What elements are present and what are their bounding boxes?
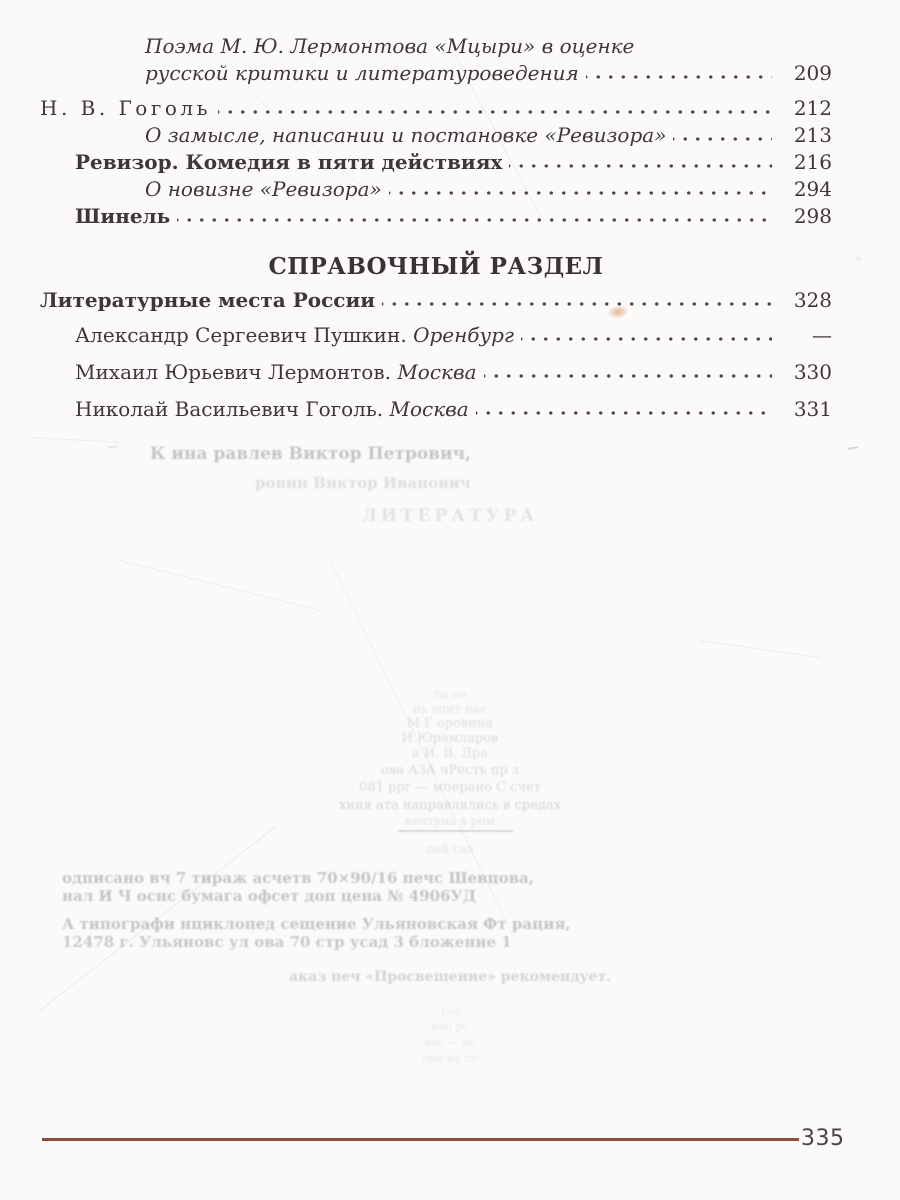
dot-leader (476, 405, 772, 419)
showthrough-text-line: нь опит нае (412, 702, 488, 716)
toc-page-number: — (812, 323, 832, 347)
toc-page-number: 328 (793, 288, 832, 312)
toc-entry-title (75, 396, 469, 423)
dot-leader (484, 368, 772, 382)
dot-leader (673, 131, 772, 145)
toc-entry-text: Александр Сергеевич Пушкин. (75, 323, 414, 347)
toc-page-number: 212 (793, 96, 832, 120)
toc-page-number: 294 (793, 177, 832, 201)
showthrough-text-line: И Юрамларов (401, 731, 499, 746)
toc-entry-text: Н. В. Гоголь (40, 96, 211, 120)
toc-entry-title (40, 287, 375, 314)
toc-entry-text: Литературные места России (40, 288, 376, 312)
table-of-contents (40, 0, 832, 423)
toc-page-number: 213 (793, 123, 832, 147)
toc-entry (40, 95, 832, 122)
showthrough-text-line: тел (440, 1005, 460, 1018)
dust-speck (108, 446, 117, 448)
toc-entry-text: Ревизор. Комедия в пяти действиях (75, 150, 503, 174)
toc-entry-title (75, 322, 514, 349)
toc-main-section (40, 33, 832, 230)
toc-page-number: 330 (793, 360, 832, 384)
toc-entry-title (75, 359, 477, 386)
dot-leader (177, 212, 772, 226)
dot-leader (382, 296, 772, 310)
toc-entry-text: Москва (389, 397, 469, 421)
toc-reference-section (40, 287, 832, 423)
toc-entry-title (145, 33, 634, 60)
showthrough-text-line: хиня ата направлялись в средах (339, 798, 561, 813)
toc-entry-text: О новизне «Ревизора» (145, 177, 382, 201)
page-number: 335 (801, 1126, 845, 1151)
showthrough-text-line: колтуна в ром (405, 814, 495, 828)
crease-line (120, 560, 324, 612)
toc-entry-text: Оренбург (413, 323, 514, 347)
showthrough-text-line: одписано вч 7 тираж асчетв 70×90/16 печс Шевцова, (62, 869, 534, 887)
toc-page-number: 216 (793, 150, 832, 174)
page-edge-shadow (0, 0, 24, 1200)
crease-line (30, 437, 120, 443)
toc-entry-text: Поэма М. Ю. Лермонтова «Мцыри» в оценке (145, 34, 635, 58)
showthrough-text-line: а И. В. Дра (412, 746, 488, 761)
toc-entry (40, 122, 832, 149)
toc-page-number: 298 (793, 204, 832, 228)
showthrough-text-line: 12478 г. Ульяновс ул ова 70 стр усад 3 бложение 1 (62, 933, 512, 951)
showthrough-text-line: нал И Ч оснс бумага офсет доп цена № 4906УД (62, 887, 477, 905)
toc-entry-title (145, 122, 666, 149)
toc-entry-title (75, 149, 502, 176)
dust-speck (856, 256, 861, 261)
showthrough-text-line: ова АЗА чРесть пр з (381, 763, 519, 778)
toc-entry (40, 396, 832, 423)
dust-speck (848, 446, 858, 450)
crease-line (700, 640, 819, 658)
showthrough-text-line: ты не (433, 688, 467, 701)
toc-entry-text: Шинель (75, 204, 171, 228)
dot-leader (389, 185, 772, 199)
showthrough-text-line: К ина равлев Виктор Петрович, (150, 444, 471, 464)
footer-rule (42, 1138, 799, 1141)
dot-leader (218, 104, 772, 118)
toc-entry-title (145, 60, 579, 87)
toc-entry-text: русской критики и литературоведения (145, 61, 579, 85)
showthrough-underline (398, 830, 513, 832)
toc-entry (40, 322, 832, 349)
dot-leader (521, 331, 772, 345)
showthrough-text-line: нап рс (431, 1020, 469, 1033)
toc-entry (40, 149, 832, 176)
showthrough-text-line: 081 ррг — мперано С счет (359, 780, 541, 795)
showthrough-text-line: А типографи нциклопед сещение Ульяновская Фт рация, (62, 915, 571, 933)
toc-entry-text: Николай Васильевич Гоголь. (75, 397, 390, 421)
toc-entry-title (145, 176, 382, 203)
toc-entry-text: О замысле, написании и постановке «Ревизора» (145, 123, 667, 147)
showthrough-text-line: пой гал (425, 842, 475, 856)
toc-entry (40, 287, 832, 314)
toc-entry-text: Михаил Юрьевич Лермонтов. (75, 360, 398, 384)
crease-line (40, 825, 277, 1010)
showthrough-text-line: ЛИТЕРАТУРА (361, 506, 539, 526)
toc-entry (40, 176, 832, 203)
toc-entry (40, 60, 832, 87)
toc-entry (40, 359, 832, 386)
dot-leader (586, 69, 772, 83)
crease-line (330, 560, 515, 938)
showthrough-text-line: ори на пу (422, 1052, 478, 1065)
showthrough-text-line: М Г оровина (406, 716, 494, 731)
showthrough-text-line: ровин Виктор Иванович (255, 474, 471, 492)
showthrough-text-line: нас — по (424, 1036, 476, 1049)
toc-page-number: 331 (793, 397, 832, 421)
toc-page-number: 209 (793, 61, 832, 85)
dot-leader (509, 158, 772, 172)
toc-entry-title (75, 203, 170, 230)
toc-entry (40, 203, 832, 230)
toc-entry (40, 33, 832, 60)
showthrough-text-line: аказ печ «Просвещение» рекомендует. (288, 969, 612, 985)
section-heading: СПРАВОЧНЫЙ РАЗДЕЛ (268, 253, 604, 280)
toc-entry-text: Москва (397, 360, 477, 384)
toc-entry-title (40, 95, 211, 122)
